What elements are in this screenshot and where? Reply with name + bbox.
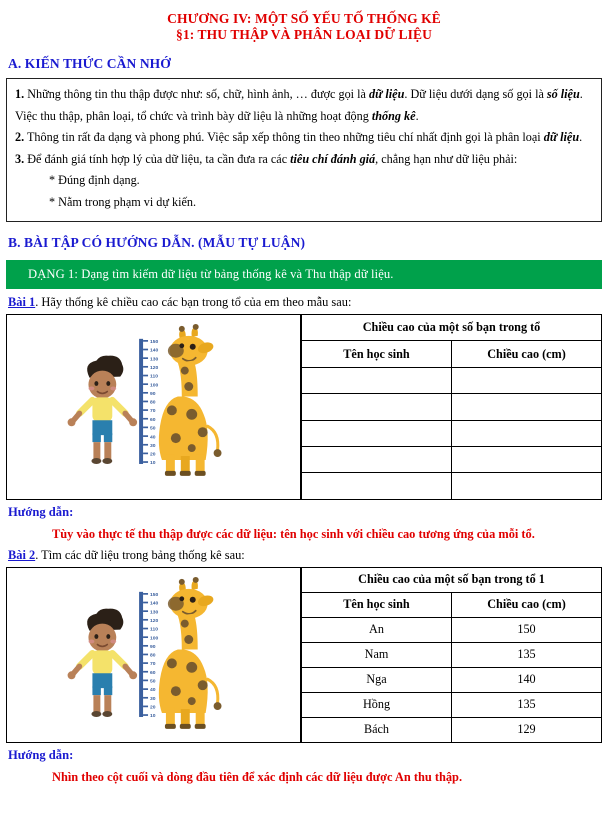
ruler-tick [143,383,148,385]
ruler-tick-label: 30 [150,443,156,449]
column-header-height: Chiều cao (cm) [452,592,602,617]
knowledge-item-number: 3. [15,151,25,166]
table-row [302,473,602,499]
exercise-2-table [301,567,602,743]
height-chart-figure-1 [6,314,301,500]
knowledge-term: tiêu chí đánh giá [290,151,376,166]
ruler-tick [143,366,148,368]
cell-name[interactable] [302,446,452,472]
ruler-tick [143,679,148,681]
ruler-tick-label: 150 [150,340,159,346]
cell-height[interactable]: 135 [452,642,602,667]
knowledge-term: thống kê [371,108,416,123]
ruler-tick-label: 140 [150,348,159,354]
cell-name[interactable] [302,420,452,446]
ruler-tick [143,357,148,359]
knowledge-item-number: 2. [15,130,25,144]
ruler-tick-label: 100 [150,383,159,389]
ruler-tick [143,340,148,342]
table-row [302,617,602,642]
table-header-row [302,341,602,367]
exercise-1-prompt [8,294,602,310]
cell-name[interactable] [302,367,452,393]
section-b-heading: B. BÀI TẬP CÓ HƯỚNG DẪN. (MẪU TỰ LUẬN) [8,235,306,250]
column-header-name: Tên học sinh [302,341,452,367]
ruler-tick-label: 130 [150,610,159,616]
ruler-tick-label: 10 [150,713,156,719]
height-ruler [139,592,158,719]
cell-name[interactable]: An [302,617,452,642]
ruler-tick [143,645,148,647]
ruler-tick [143,593,148,595]
ruler-tick-label: 60 [150,670,156,676]
ruler-tick-label: 50 [150,679,156,685]
table-row [302,667,602,692]
ruler-tick-label: 150 [150,592,159,598]
table-row [302,367,602,393]
ruler-tick [143,392,148,394]
ruler-tick-label: 130 [150,357,159,363]
cell-name[interactable]: Nam [302,642,452,667]
giraffe-illustration [159,324,222,476]
knowledge-term: dữ liệu [368,87,405,101]
dang-banner: DẠNG 1: Dạng tìm kiếm dữ liệu từ bảng thống kê và Thu thập dữ liệu. [6,260,602,289]
knowledge-text: . Việc thu thập, phân loại, tổ chức và trình bày dữ liệu là những hoạt động [15,87,583,123]
ruler-tick [143,453,148,455]
ruler-tick-label: 40 [150,687,156,693]
ruler-tick-label: 110 [150,627,159,633]
ruler-tick-label: 120 [150,618,159,624]
ruler-tick-label: 60 [150,417,156,423]
height-chart-svg [7,568,300,742]
knowledge-text: . [415,108,419,123]
cell-height[interactable]: 135 [452,692,602,717]
exercise-1-guide-label: Hướng dẫn: [8,504,74,519]
exercise-1-text: . Hãy thống kê chiều cao các bạn trong tổ của em theo mẫu sau: [35,295,352,309]
ruler-tick [143,619,148,621]
ruler-tick-label: 10 [150,461,156,467]
cell-height[interactable] [452,446,602,472]
knowledge-bullet: * Nằm trong phạm vi dự kiến. [49,194,197,209]
table-title: Chiều cao của một số bạn trong tổ 1 [302,567,602,592]
ruler-tick [143,601,148,603]
ruler-tick-label: 90 [150,644,156,650]
ruler-tick-label: 70 [150,661,156,667]
boy-illustration [68,356,138,464]
exercise-2-guide-text: Nhìn theo cột cuối và dòng đầu tiên để xác định các dữ liệu được An thu thập. [52,769,463,784]
ruler-tick-label: 30 [150,696,156,702]
exercise-1-guide-text: Tùy vào thực tế thu thập được các dữ liệu: tên học sinh với chiều cao tương ứng của mỗi tổ. [52,526,535,541]
exercise-2-text: . Tìm các dữ liệu trong bảng thống kê sau: [35,547,245,562]
ruler-tick [143,461,148,463]
title-line-1: CHƯƠNG IV: MỘT SỐ YẾU TỐ THỐNG KÊ [167,11,441,26]
height-chart-figure-2 [6,567,301,743]
cell-name[interactable]: Hồng [302,692,452,717]
ruler-tick [143,697,148,699]
knowledge-text: . [579,130,583,144]
knowledge-term: số liệu [546,87,580,101]
knowledge-bullet: * Đúng định dạng. [49,173,140,187]
exercise-1-block [6,314,602,500]
table-row [302,717,602,742]
ruler-tick-label: 100 [150,636,159,642]
exercise-1-label: Bài 1 [8,295,36,309]
giraffe-illustration [159,577,222,729]
cell-name[interactable] [302,473,452,499]
ruler-tick [143,375,148,377]
ruler-tick-label: 50 [150,426,156,432]
cell-name[interactable]: Nga [302,667,452,692]
column-header-height: Chiều cao (cm) [452,341,602,367]
ruler-tick [143,714,148,716]
table-row [302,642,602,667]
cell-height[interactable] [452,367,602,393]
ruler-tick [143,435,148,437]
table-row [302,692,602,717]
cell-height[interactable] [452,420,602,446]
knowledge-item [15,127,593,149]
ruler-tick-label: 20 [150,705,156,711]
ruler-tick-label: 20 [150,452,156,458]
ruler-tick [143,662,148,664]
ruler-tick [143,409,148,411]
cell-height[interactable]: 140 [452,667,602,692]
height-chart-svg [7,315,300,499]
table-title: Chiều cao của một số bạn trong tổ [302,315,602,341]
ruler-tick [143,671,148,673]
section-a-heading: A. KIẾN THỨC CẦN NHỚ [8,56,171,71]
knowledge-text: Những thông tin thu thập được như: số, chữ, hình ảnh, … được gọi là [24,87,369,101]
exercise-1-table [301,314,602,500]
knowledge-text: , chẳng hạn như dữ liệu phải: [375,151,518,166]
cell-height[interactable]: 129 [452,717,602,742]
height-ruler [139,339,158,466]
ruler-tick [143,427,148,429]
table-title-row [302,567,602,592]
ruler-tick-label: 140 [150,601,159,607]
boy-illustration [68,608,138,716]
ruler-tick [143,610,148,612]
knowledge-term: dữ liệu [543,130,580,144]
exercise-2-label: Bài 2 [8,547,36,562]
cell-name[interactable] [302,394,452,420]
ruler-tick-label: 70 [150,409,156,415]
cell-height[interactable] [452,394,602,420]
table-row [302,420,602,446]
table-title-row [302,315,602,341]
cell-name[interactable]: Bách [302,717,452,742]
ruler-tick-label: 80 [150,653,156,659]
ruler-tick [143,705,148,707]
ruler-tick-label: 120 [150,365,159,371]
knowledge-item-number: 1. [15,87,25,101]
table-row [302,394,602,420]
ruler-tick [143,401,148,403]
ruler-tick [143,349,148,351]
cell-height[interactable] [452,473,602,499]
exercise-2-guide-label: Hướng dẫn: [8,747,74,762]
ruler-tick-label: 40 [150,435,156,441]
knowledge-text: Để đánh giá tính hợp lý của dữ liệu, ta cần đưa ra các [24,151,291,166]
cell-height[interactable]: 150 [452,617,602,642]
knowledge-text: Thông tin rất đa dạng và phong phú. Việc sắp xếp thông tin theo những tiêu chí nhất định gọi là phân loại [24,130,544,144]
table-header-row [302,592,602,617]
document-page [0,11,608,831]
exercise-2-prompt [8,547,602,563]
ruler-tick [143,627,148,629]
ruler-tick-label: 90 [150,391,156,397]
knowledge-item [15,84,593,127]
ruler-tick [143,688,148,690]
column-header-name: Tên học sinh [302,592,452,617]
exercise-2-block [6,567,602,743]
ruler-tick [143,653,148,655]
knowledge-item [15,149,593,171]
title-line-2: §1: THU THẬP VÀ PHÂN LOẠI DỮ LIỆU [176,26,432,42]
page-title [6,11,602,42]
ruler-tick [143,418,148,420]
ruler-tick-label: 110 [150,374,159,380]
ruler-tick [143,444,148,446]
table-row [302,446,602,472]
ruler-tick [143,636,148,638]
knowledge-box [6,78,602,222]
ruler-tick-label: 80 [150,400,156,406]
knowledge-text: . Dữ liệu dưới dạng số gọi là [404,87,547,101]
